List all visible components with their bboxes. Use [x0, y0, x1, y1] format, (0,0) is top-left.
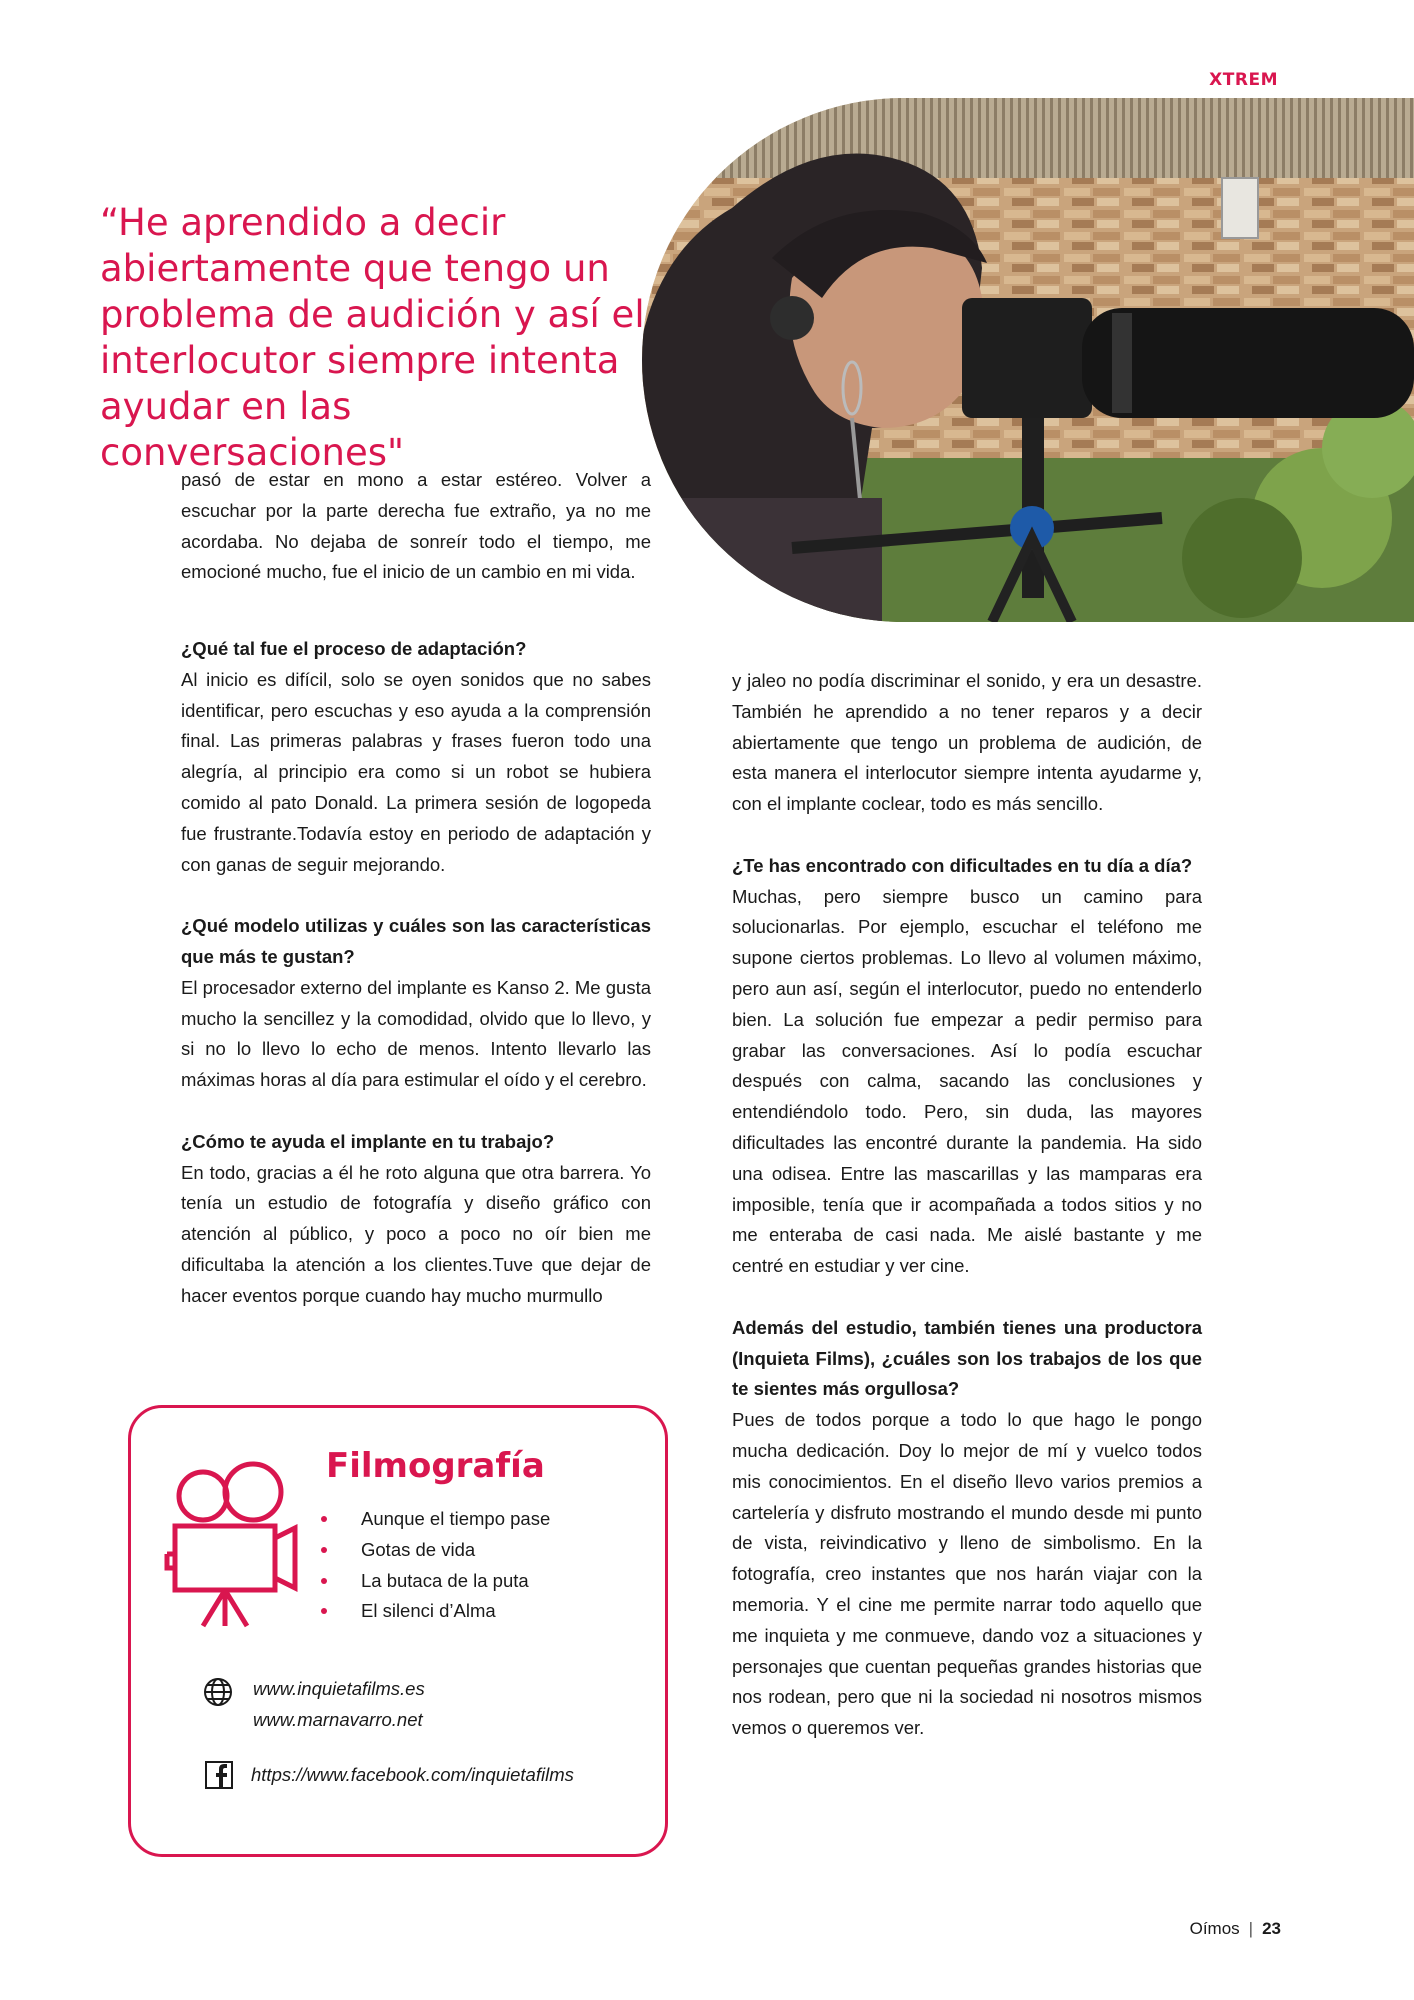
pull-quote: “He aprendido a decir abiertamente que tengo un problema de audición y así el interlocutor siempre intenta ayudar en las conversaciones" — [100, 201, 645, 474]
facebook-icon — [205, 1761, 233, 1794]
filmography-box — [128, 1405, 668, 1857]
continued-paragraph: y jaleo no podía discriminar el sonido, y era un desastre. También he aprendido a no tener reparos y a decir abiertamente que tengo un problema de audición, de esta manera el interlocutor siempre intenta ayudarme y, con el implante coclear, todo es más sencillo. — [732, 670, 1202, 815]
facebook-link[interactable]: https://www.facebook.com/inquietafilms — [251, 1764, 574, 1785]
filmography-title: Filmografía — [326, 1446, 545, 1486]
answer: Pues de todos porque a todo lo que hago le pongo mucha dedicación. Doy lo mejor de mí y vuelco todos mis conocimientos. En el diseño llevo varios premios a cartelería y disfruto mostrando el mundo desde mi punto de vista, reivindicativo y lleno de simbolismo. En la fotografía, creo instantes que nos harán viajar con la memoria. Y el cine me permite narrar todo aquello que me inquieta y me conmueve, dando voz a situaciones y personajes que cuentan pequeñas grandes historias que nos rodean, pero que ni la sociedad ni nosotros mismos vemos o queremos ver. — [732, 1409, 1202, 1739]
list-item: La butaca de la puta — [321, 1566, 550, 1597]
list-item: Gotas de vida — [321, 1535, 550, 1566]
answer: El procesador externo del implante es Kanso 2. Me gusta mucho la sencillez y la comodidad, olvido que lo llevo, y si no lo llevo lo echo de menos. Intento llevarlo las máximas horas al día para estimular el oído y el cerebro. — [181, 976, 651, 1091]
answer: Muchas, pero siempre busco un camino para solucionarlas. Por ejemplo, escuchar el teléfono me supone ciertos problemas. Lo llevo al volumen máximo, pero aun así, según el interlocutor, puedo no entenderlo bien. La solución fue empezar a pedir permiso para grabar las conversaciones. Así lo podía escuchar después con calma, sacando las conclusiones y entendiéndolo todo. Pero, sin duda, las mayores dificultades las encontré durante la pandemia. Ha sido una odisea. Entre las mascarillas y las mamparas era imposible, tenía que ir acompañada a todos sitios y no me enteraba de casi nada. Me aislé bastante y me centré en estudiar y ver cine. — [732, 885, 1202, 1277]
website-links — [253, 1673, 425, 1735]
magazine-name: Oímos — [1189, 1919, 1240, 1938]
page-number: 23 — [1262, 1919, 1281, 1938]
question: ¿Te has encontrado con dificultades en tu día a día? — [732, 854, 1193, 876]
intro-paragraph: pasó de estar en mono a estar estéreo. Volver a escuchar por la parte derecha fue extraño, ya no me acordaba. No dejaba de sonreír todo el tiempo, me emocioné mucho, fue el inicio de un cambio en mi vida. — [181, 469, 651, 583]
question: ¿Cómo te ayuda el implante en tu trabajo? — [181, 1130, 555, 1152]
question: Además del estudio, también tienes una productora (Inquieta Films), ¿cuáles son los trabajos de los que te sientes más orgullosa? — [732, 1316, 1202, 1400]
left-column-intro — [181, 465, 651, 588]
website-link[interactable]: www.inquietafilms.es — [253, 1678, 425, 1699]
list-item: El silenci d’Alma — [321, 1596, 550, 1627]
list-item: Aunque el tiempo pase — [321, 1504, 550, 1535]
globe-icon — [203, 1677, 233, 1712]
answer: En todo, gracias a él he roto alguna que otra barrera. Yo tenía un estudio de fotografía y diseño gráfico con atención al público, y poco a poco no oír bien me dificultaba la atención a los clientes.Tuve que dejar de hacer eventos porque cuando hay mucho murmullo — [181, 1161, 651, 1306]
page-footer — [1190, 1919, 1281, 1939]
section-tag: XTREM — [1209, 70, 1278, 90]
filmography-list — [321, 1504, 550, 1627]
interview-photo — [642, 98, 1414, 622]
website-link[interactable]: www.marnavarro.net — [253, 1709, 423, 1730]
left-column — [181, 634, 651, 1312]
question: ¿Qué tal fue el proceso de adaptación? — [181, 638, 527, 659]
question: ¿Qué modelo utilizas y cuáles son las características que más te gustan? — [181, 915, 651, 967]
answer: Al inicio es difícil, solo se oyen sonidos que no sabes identificar, pero escuchas y eso ayuda a la comprensión final. Las primeras palabras y frases fueron todo una alegría, al principio era como si un robot se hubiera comido al pato Donald. La primera sesión de logopeda fue frustrante.Todavía estoy en periodo de adaptación y con ganas de seguir mejorando. — [181, 668, 651, 875]
right-column — [732, 666, 1202, 1744]
footer-divider: | — [1248, 1919, 1254, 1938]
film-camera-icon — [163, 1458, 303, 1633]
